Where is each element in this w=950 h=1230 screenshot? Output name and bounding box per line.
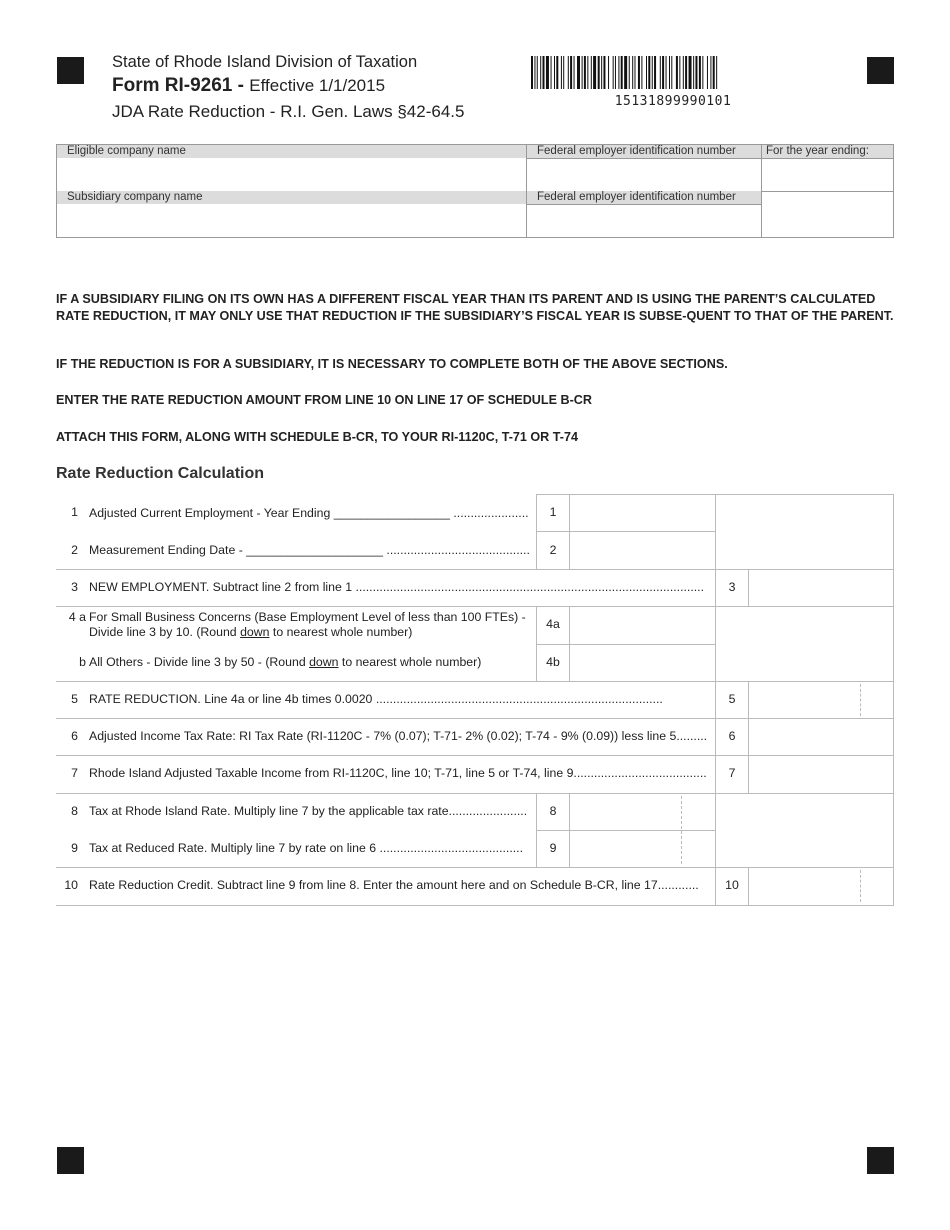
line-3-text: NEW EMPLOYMENT. Subtract line 2 from line 1 ...................................................................................................... (89, 580, 704, 594)
effective-date: Effective 1/1/2015 (249, 76, 386, 95)
line-7-text: Rhode Island Adjusted Taxable Income from RI-1120C, line 10; T-71, line 5 or T-74, line 9....................................... (89, 766, 707, 780)
line-5-text: RATE REDUCTION. Line 4a or line 4b times 0.0020 .................................................................................... (89, 692, 663, 706)
line-3-number: 3 (71, 580, 78, 594)
line-8-box: 8 (549, 804, 557, 818)
line-8-text: Tax at Rhode Island Rate. Multiply line 7 by the applicable tax rate....................... (89, 804, 528, 818)
subsidiary-fein-input[interactable] (531, 207, 761, 237)
line-7-box: 7 (728, 766, 736, 780)
subsidiary-company-input[interactable] (63, 207, 525, 237)
barcode (531, 56, 815, 89)
line-7-number: 7 (71, 766, 78, 780)
line-5-box: 5 (728, 692, 736, 706)
line-4b-number: b (79, 655, 86, 669)
line-10-number: 10 (64, 878, 78, 892)
line-2-number: 2 (71, 543, 78, 557)
line-2-input[interactable] (572, 534, 716, 569)
instruction-subsidiary-fiscal-year: IF A SUBSIDIARY FILING ON ITS OWN HAS A DIFFERENT FISCAL YEAR THAN ITS PARENT AND IS USING THE PARENT’S CALCULATED RATE REDUCTION, IT MAY ONLY USE THAT REDUCTION IF THE SUBSIDIARY’S FISCAL YEAR IS SUBSE-QUENT TO THAT OF THE PARENT. (56, 292, 894, 323)
line-4b-text (89, 655, 481, 669)
line-4b-text-b: to nearest whole number) (338, 655, 482, 669)
line-6-box: 6 (728, 729, 736, 743)
line-9-number: 9 (71, 841, 78, 855)
section-title: Rate Reduction Calculation (56, 465, 265, 482)
subsidiary-year-input[interactable] (766, 194, 894, 236)
line-4b-text-a: All Others - Divide line 3 by 50 - (Round (89, 655, 310, 669)
eligible-company-label: Eligible company name (67, 145, 186, 157)
line-10-text: Rate Reduction Credit. Subtract line 9 from line 8. Enter the amount here and on Schedule B-CR, line 17............ (89, 878, 699, 892)
line-2-text: Measurement Ending Date - ____________________ .......................................... (89, 543, 530, 557)
form-number: Form RI-9261 - (112, 75, 244, 96)
instruction-enter-line-10: ENTER THE RATE REDUCTION AMOUNT FROM LINE 10 ON LINE 17 OF SCHEDULE B-CR (56, 393, 592, 407)
line-9-text: Tax at Reduced Rate. Multiply line 7 by rate on line 6 .......................................... (89, 841, 523, 855)
subsidiary-company-label: Subsidiary company name (67, 191, 203, 203)
registration-mark-top-right (867, 57, 894, 84)
instruction-subsidiary-both-sections: IF THE REDUCTION IS FOR A SUBSIDIARY, IT IS NECESSARY TO COMPLETE BOTH OF THE ABOVE SECTIONS. (56, 357, 728, 371)
fein-label: Federal employer identification number (537, 145, 736, 157)
line-1-text: Adjusted Current Employment - Year Ending _________________ ...................... (89, 506, 529, 520)
year-ending-label: For the year ending: (766, 145, 869, 157)
line-7-input[interactable] (752, 758, 894, 792)
line-3-input[interactable] (752, 572, 894, 606)
line-6-input[interactable] (752, 721, 894, 755)
line-5-input[interactable] (752, 684, 860, 718)
line-5-number: 5 (71, 692, 78, 706)
line-4a-text-2 (89, 625, 412, 639)
line-4a-box: 4a (546, 617, 560, 631)
instruction-attach-form: ATTACH THIS FORM, ALONG WITH SCHEDULE B-CR, TO YOUR RI-1120C, T-71 OR T-74 (56, 430, 578, 444)
line-9-input[interactable] (572, 833, 682, 867)
line-4a-text-2u: down (240, 625, 270, 639)
registration-mark-bottom-left (57, 1147, 84, 1174)
line-4a-text-2a: Divide line 3 by 10. (Round (89, 625, 241, 639)
line-1-box: 1 (549, 505, 557, 519)
registration-mark-bottom-right (867, 1147, 894, 1174)
year-ending-input[interactable] (766, 161, 894, 191)
form-title (112, 75, 385, 97)
line-8-input[interactable] (572, 796, 682, 830)
line-4a-number: 4 a (68, 610, 86, 624)
registration-mark-top-left (57, 57, 84, 84)
line-10-input[interactable] (752, 870, 860, 904)
barcode-number: 15131899990101 (614, 94, 732, 109)
line-4a-input[interactable] (572, 609, 716, 644)
line-4a-text-1: For Small Business Concerns (Base Employment Level of less than 100 FTEs) - (89, 610, 526, 624)
line-6-text: Adjusted Income Tax Rate: RI Tax Rate (RI-1120C - 7% (0.07); T-71- 2% (0.02); T-74 - 9% (0.09)) less line 5......... (89, 729, 708, 743)
line-2-box: 2 (549, 543, 557, 557)
line-6-number: 6 (71, 729, 78, 743)
line-9-box: 9 (549, 841, 557, 855)
line-1-number: 1 (71, 505, 78, 519)
line-4b-box: 4b (546, 655, 560, 669)
fein-input[interactable] (531, 161, 761, 191)
line-4a-text-2b: to nearest whole number) (269, 625, 413, 639)
company-info-box (56, 144, 894, 238)
subsidiary-fein-label: Federal employer identification number (537, 191, 736, 203)
agency-name: State of Rhode Island Division of Taxation (112, 53, 418, 71)
line-4b-input[interactable] (572, 647, 716, 681)
form-subtitle: JDA Rate Reduction - R.I. Gen. Laws §42-64.5 (112, 102, 465, 121)
line-1-input[interactable] (572, 497, 716, 531)
eligible-company-input[interactable] (63, 161, 525, 191)
line-3-box: 3 (728, 580, 736, 594)
line-10-box: 10 (725, 878, 739, 892)
line-4b-text-u: down (309, 655, 339, 669)
line-8-number: 8 (71, 804, 78, 818)
